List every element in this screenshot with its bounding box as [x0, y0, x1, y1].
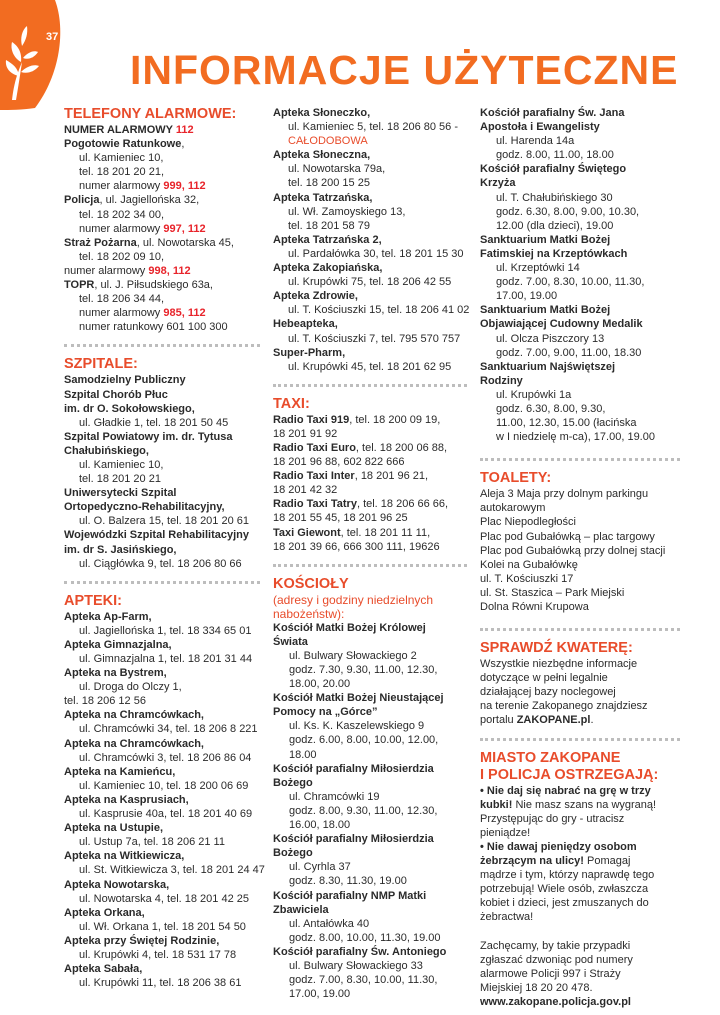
- church-line: Kościół parafialny Św. Jana: [480, 107, 625, 119]
- pharmacy-line: ul. Wł. Orkana 1, tel. 18 201 54 50: [79, 920, 246, 933]
- pharmacy-line: ul. Droga do Olczy 1,: [79, 681, 182, 694]
- church-line: godz. 8.30, 11.30, 19.00: [289, 875, 407, 888]
- toilet-line: Plac Niepodległości: [480, 516, 576, 529]
- page-number: 37: [46, 31, 59, 43]
- dotted-divider: [480, 458, 680, 461]
- section-koscioly-cont: [480, 106, 680, 444]
- church-line: Sanktuarium Matki Bożej: [480, 233, 611, 246]
- column-middle: [273, 106, 470, 1001]
- church-line: godz. 6.30, 8.00, 9.00, 10.30,: [496, 205, 640, 218]
- taxi-line: 18 201 91 92: [273, 427, 338, 440]
- pharmacy-line: Apteka na Chramcówkach,: [64, 709, 204, 722]
- church-line: 17.00, 19.00: [289, 988, 351, 1001]
- taxi-line: Radio Taxi Euro, tel. 18 200 06 88,: [273, 441, 448, 454]
- section-title-koscioly: KOŚCIOŁY: [273, 575, 349, 592]
- pharmacy-line: tel. 18 200 15 25: [288, 177, 370, 190]
- emergency-line: numer alarmowy 999, 112: [79, 180, 206, 193]
- dotted-divider: [64, 581, 260, 584]
- pharmacy-line: ul. Kamieniec 10, tel. 18 200 06 69: [79, 779, 249, 792]
- warning-line: alarmowe Policji 997 i Straży: [480, 967, 621, 980]
- emergency-line: NUMER ALARMOWY 112: [64, 124, 194, 136]
- pharmacy-line: ul. Chramcówki 3, tel. 18 206 86 04: [79, 751, 252, 764]
- church-line: 18.00: [289, 748, 317, 761]
- column-right: [480, 106, 680, 1009]
- section-title-toalety: TOALETY:: [480, 470, 552, 487]
- page-title: INFORMACJE UŻYTECZNE: [130, 47, 679, 93]
- section-title-szpitale: SZPITALE:: [64, 356, 138, 373]
- church-line: ul. Krzeptówki 14: [496, 262, 580, 275]
- warning-line: mądrze i tym, którzy naprawdę tego: [480, 869, 655, 882]
- pharmacy-line: ul. T. Kościuszki 15, tel. 18 206 41 02: [288, 304, 470, 317]
- pharmacy-line: Apteka Słoneczna,: [273, 149, 371, 162]
- section-toalety: [480, 470, 680, 614]
- pharmacy-line: Apteka Tatrzańska,: [273, 191, 373, 204]
- church-line: godz. 7.00, 8.30, 10.00, 11.30,: [289, 974, 438, 987]
- hospital-line: im. dr O. Sokołowskiego,: [64, 402, 195, 415]
- pharmacy-line: Apteka na Kamieńcu,: [64, 765, 176, 778]
- emergency-line: tel. 18 202 34 00,: [79, 208, 165, 221]
- emergency-line: tel. 18 202 09 10,: [79, 250, 165, 263]
- section-kwatera: [480, 640, 680, 727]
- church-line: 18.00, 20.00: [289, 678, 351, 691]
- warning-line: pieniądze!: [480, 826, 531, 839]
- church-line: Kościół Matki Bożej Nieustającej: [273, 692, 444, 705]
- church-line: Krzyża: [480, 177, 516, 190]
- info-line: działającej bazy noclegowej: [480, 686, 616, 699]
- pharmacy-line: ul. T. Kościuszki 7, tel. 795 570 757: [288, 332, 461, 345]
- church-line: 12.00 (dla dzieci), 19.00: [496, 219, 614, 232]
- info-line: na terenie Zakopanego znajdziesz: [480, 700, 648, 713]
- church-line: Bożego: [273, 776, 313, 789]
- church-line: godz. 8.00, 9.30, 11.00, 12.30,: [289, 804, 438, 817]
- pharmacy-line: Apteka na Ustupie,: [64, 822, 164, 835]
- pharmacy-line: Apteka Tatrzańska 2,: [273, 233, 382, 246]
- church-line: Pomocy na „Górce”: [273, 706, 378, 719]
- pharmacy-line: Apteka na Witkiewicza,: [64, 850, 185, 863]
- church-line: 16.00, 18.00: [289, 819, 351, 832]
- pharmacy-line: ul. Ustup 7a, tel. 18 206 21 11: [79, 836, 225, 849]
- taxi-line: Radio Taxi Tatry, tel. 18 206 66 66,: [273, 498, 449, 511]
- church-line: ul. Cyrhla 37: [289, 861, 351, 874]
- pharmacy-line: Apteka na Chramcówkach,: [64, 737, 204, 750]
- pharmacy-line: Apteka Orkana,: [64, 906, 145, 919]
- toilet-line: Dolna Równi Krupowa: [480, 601, 589, 613]
- pharmacy-line: ul. Kasprusie 40a, tel. 18 201 40 69: [79, 808, 253, 821]
- taxi-line: 18 201 96 88, 602 822 666: [273, 456, 405, 469]
- church-line: Kościół parafialny Miłosierdzia: [273, 762, 434, 775]
- pharmacy-line: Apteka Ap-Farm,: [64, 610, 152, 623]
- warning-line: Miejskiej 18 20 20 478.: [480, 981, 593, 994]
- warning-line: kubki! Nie masz szans na wygraną!: [480, 798, 657, 811]
- church-line: 11.00, 12.30, 15.00 (łacińska: [496, 417, 637, 430]
- pharmacy-line: ul. Kamieniec 5, tel. 18 206 80 56 -: [288, 121, 458, 134]
- pharmacy-line: Apteka na Kasprusiach,: [64, 793, 189, 806]
- section-title-taxi: TAXI:: [273, 395, 310, 412]
- pharmacy-line: CAŁODOBOWA: [288, 135, 368, 148]
- warning-line: zgłaszać dzwoniąc pod numery: [480, 953, 633, 966]
- taxi-line: Taxi Giewont, tel. 18 201 11 11,: [273, 526, 431, 539]
- column-left: [64, 106, 265, 990]
- police-website-link[interactable]: www.zakopane.policja.gov.pl: [480, 995, 631, 1008]
- warning-line: żebrzącym na ulicy! Pomagaj: [480, 855, 631, 868]
- dotted-divider: [64, 344, 260, 347]
- pharmacy-line: ul. St. Witkiewicza 3, tel. 18 201 24 47: [79, 864, 265, 877]
- section-taxi: [273, 396, 467, 554]
- emergency-line: ul. Kamieniec 10,: [79, 152, 164, 165]
- section-telefony: [64, 106, 260, 334]
- taxi-line: 18 201 39 66, 666 300 111, 19626: [273, 540, 440, 553]
- section-koscioly: [273, 576, 467, 1002]
- warning-line: • Nie dawaj pieniędzy osobom: [480, 840, 637, 853]
- church-line: Świata: [273, 635, 308, 648]
- pharmacy-line: tel. 18 201 58 79: [288, 219, 370, 232]
- pharmacy-line: ul. Jagiellońska 1, tel. 18 334 65 01: [79, 624, 252, 637]
- church-line: Kościół parafialny NMP Matki: [273, 889, 427, 902]
- emergency-line: TOPR, ul. J. Piłsudskiego 63a,: [64, 279, 213, 292]
- pharmacy-line: Apteka przy Świętej Rodzinie,: [64, 934, 220, 947]
- church-line: Fatimskiej na Krzeptówkach: [480, 247, 628, 260]
- church-line: Kościół parafialny Św. Antoniego: [273, 945, 447, 958]
- pharmacy-line: ul. Krupówki 4, tel. 18 531 17 78: [79, 948, 237, 961]
- hospital-line: Uniwersytecki Szpital: [64, 487, 177, 500]
- warning-line: • Nie daj się nabrać na grę w trzy: [480, 784, 651, 797]
- pharmacy-line: ul. Nowotarska 4, tel. 18 201 42 25: [79, 892, 249, 905]
- warning-line: Przystępując do gry - utracisz: [480, 812, 625, 825]
- hospital-line: Wojewódzki Szpital Rehabilitacyjny: [64, 529, 250, 542]
- toilet-line: Aleja 3 Maja przy dolnym parkingu: [480, 488, 649, 501]
- section-title-apteki: APTEKI:: [64, 592, 122, 609]
- pharmacy-line: tel. 18 206 12 56: [64, 695, 146, 708]
- hospital-line: Szpital Powiatowy im. dr. Tytusa: [64, 430, 233, 443]
- hospital-line: tel. 18 201 20 21: [79, 473, 161, 486]
- pharmacy-line: Apteka Nowotarska,: [64, 878, 170, 891]
- pharmacy-line: ul. Krupówki 45, tel. 18 201 62 95: [288, 360, 452, 373]
- emergency-line: tel. 18 201 20 21,: [79, 166, 165, 179]
- church-line: Zbawiciela: [273, 903, 329, 916]
- info-line: dotyczące w pełni legalnie: [480, 672, 608, 685]
- church-line: Kościół parafialny Miłosierdzia: [273, 833, 434, 846]
- hospital-line: im. dr S. Jasińskiego,: [64, 543, 177, 556]
- hospital-line: ul. O. Balzera 15, tel. 18 201 20 61: [79, 515, 250, 528]
- warning-line: kobiet i dzieci, jest zmuszanych do: [480, 897, 649, 910]
- section-title-policja: I POLICJA OSTRZEGAJĄ:: [480, 766, 659, 783]
- church-line: godz. 7.30, 9.30, 11.00, 12.30,: [289, 664, 438, 676]
- taxi-line: 18 201 55 45, 18 201 96 25: [273, 512, 408, 525]
- hospital-line: ul. Kamieniec 10,: [79, 458, 164, 471]
- dotted-divider: [273, 384, 467, 387]
- church-line: godz. 7.00, 9.00, 11.00, 18.30: [496, 346, 642, 359]
- church-line: godz. 8.00, 10.00, 11.30, 19.00: [289, 931, 441, 944]
- toilet-line: ul. St. Staszica – Park Miejski: [480, 586, 625, 599]
- church-line: Kościół parafialny Świętego: [480, 163, 627, 176]
- section-title-telefony: TELEFONY ALARMOWE:: [64, 106, 237, 122]
- pharmacy-line: ul. Chramcówki 34, tel. 18 206 8 221: [79, 723, 258, 736]
- section-subtitle: nabożeństw):: [273, 606, 345, 621]
- pharmacy-line: ul. Krupówki 11, tel. 18 206 38 61: [79, 977, 242, 990]
- toilet-line: Plac pod Gubałówką przy dolnej stacji: [480, 544, 666, 557]
- church-line: Sanktuarium Matki Bożej: [480, 304, 611, 317]
- pharmacy-line: ul. Wł. Zamoyskiego 13,: [288, 205, 406, 218]
- hospital-line: Samodzielny Publiczny: [64, 374, 186, 387]
- church-line: ul. Krupówki 1a: [496, 388, 572, 401]
- church-line: w I niedzielę m-ca), 17.00, 19.00: [496, 431, 655, 444]
- emergency-line: numer alarmowy 997, 112: [79, 222, 206, 235]
- toilet-line: autokarowym: [480, 502, 546, 515]
- hospital-line: Szpital Chorób Płuc: [64, 388, 168, 401]
- emergency-line: Pogotowie Ratunkowe,: [64, 138, 185, 151]
- pharmacy-line: ul. Gimnazjalna 1, tel. 18 201 31 44: [79, 653, 253, 665]
- church-line: ul. Chramcówki 19: [289, 790, 380, 803]
- info-line: Wszystkie niezbędne informacje: [480, 658, 638, 671]
- warning-line: potrzebują! Wiele osób, zwłaszcza: [480, 883, 649, 896]
- church-line: Kościół Matki Bożej Królowej: [273, 621, 426, 634]
- church-line: ul. Bulwary Słowackiego 33: [289, 959, 423, 972]
- section-apteki-cont: [273, 106, 470, 374]
- church-line: godz. 7.00, 8.30, 10.00, 11.30,: [496, 276, 645, 289]
- church-line: godz. 8.00, 11.00, 18.00: [496, 149, 614, 162]
- taxi-line: 18 201 42 32: [273, 484, 338, 497]
- pharmacy-line: Apteka na Bystrem,: [64, 667, 167, 680]
- toilet-line: ul. T. Kościuszki 17: [480, 572, 574, 585]
- wheat-leaf-icon: [0, 0, 80, 110]
- section-szpitale: [64, 356, 260, 570]
- emergency-line: Policja, ul. Jagiellońska 32,: [64, 194, 200, 207]
- church-line: 17.00, 19.00: [496, 290, 558, 303]
- hospital-line: Chałubińskiego,: [64, 444, 149, 457]
- church-line: Objawiającej Cudowny Medalik: [480, 318, 643, 331]
- section-title-policja: MIASTO ZAKOPANE: [480, 749, 621, 766]
- pharmacy-line: Apteka Zdrowie,: [273, 290, 358, 303]
- toilet-line: Plac pod Gubałówką – plac targowy: [480, 530, 655, 543]
- church-line: godz. 6.30, 8.00, 9.30,: [496, 402, 606, 415]
- section-title-kwatera: SPRAWDŹ KWATERĘ:: [480, 640, 633, 657]
- section-policja: [480, 750, 680, 1009]
- emergency-line: numer ratunkowy 601 100 300: [79, 321, 228, 334]
- pharmacy-line: Apteka Sabała,: [64, 963, 143, 976]
- church-line: godz. 6.00, 8.00, 10.00, 12.00,: [289, 734, 439, 747]
- dotted-divider: [480, 738, 680, 741]
- pharmacy-line: Super-Pharm,: [273, 346, 346, 359]
- church-line: ul. Bulwary Słowackiego 2: [289, 649, 417, 662]
- pharmacy-line: Hebeapteka,: [273, 318, 338, 331]
- info-line: portalu ZAKOPANE.pl.: [480, 714, 594, 727]
- church-line: ul. T. Chałubińskiego 30: [496, 191, 613, 204]
- toilet-line: Kolei na Gubałówkę: [480, 558, 578, 571]
- pharmacy-line: ul. Pardałówka 30, tel. 18 201 15 30: [288, 247, 464, 260]
- church-line: ul. Ks. K. Kaszelewskiego 9: [289, 720, 425, 733]
- section-subtitle: (adresy i godziny niedzielnych: [273, 592, 434, 607]
- church-line: Apostoła i Ewangelisty: [480, 121, 600, 134]
- church-line: Bożego: [273, 847, 313, 860]
- pharmacy-line: Apteka Słoneczko,: [273, 107, 371, 119]
- church-line: Rodziny: [480, 374, 523, 387]
- hospital-line: Ortopedyczno-Rehabilitacyjny,: [64, 501, 225, 514]
- church-line: ul. Harenda 14a: [496, 135, 575, 148]
- pharmacy-line: Apteka Gimnazjalna,: [64, 638, 172, 651]
- church-line: ul. Olcza Piszczory 13: [496, 332, 605, 345]
- church-line: Sanktuarium Najświętszej: [480, 360, 616, 373]
- section-apteki: [64, 592, 265, 991]
- pharmacy-line: ul. Krupówki 75, tel. 18 206 42 55: [288, 276, 452, 289]
- warning-line: Zachęcamy, by takie przypadki: [480, 939, 631, 952]
- taxi-line: Radio Taxi Inter, 18 201 96 21,: [273, 470, 429, 483]
- dotted-divider: [480, 628, 680, 631]
- pharmacy-line: Apteka Zakopiańska,: [273, 262, 383, 275]
- emergency-line: numer alarmowy 998, 112: [64, 264, 191, 277]
- church-line: ul. Antałówka 40: [289, 917, 370, 930]
- emergency-line: numer alarmowy 985, 112: [79, 307, 206, 320]
- emergency-line: tel. 18 206 34 44,: [79, 293, 165, 306]
- hospital-line: ul. Gładkie 1, tel. 18 201 50 45: [79, 416, 229, 429]
- pharmacy-line: ul. Nowotarska 79a,: [288, 163, 386, 176]
- hospital-line: ul. Ciągłówka 9, tel. 18 206 80 66: [79, 557, 242, 570]
- warning-line: żebractwa!: [480, 911, 534, 924]
- emergency-line: Straż Pożarna, ul. Nowotarska 45,: [64, 236, 234, 249]
- taxi-line: Radio Taxi 919, tel. 18 200 09 19,: [273, 413, 441, 426]
- dotted-divider: [273, 564, 467, 567]
